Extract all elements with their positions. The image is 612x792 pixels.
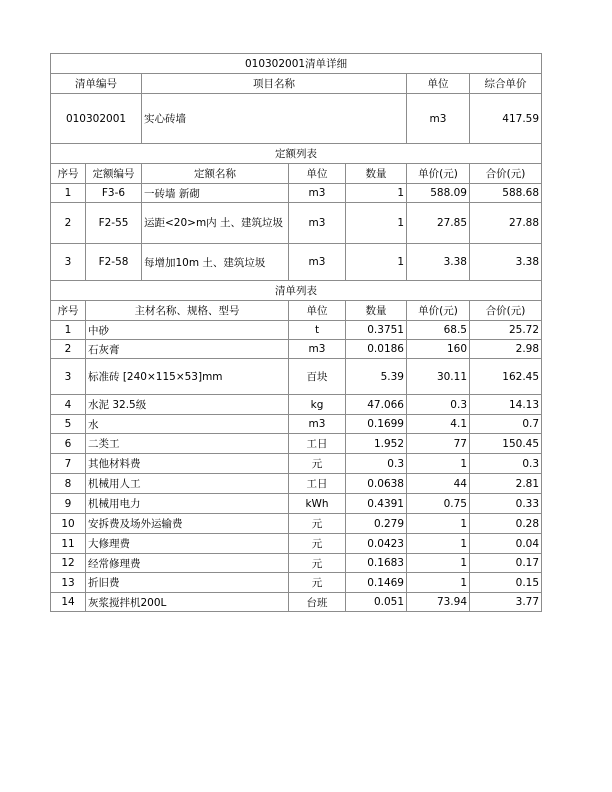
material-name: 机械用人工 [86, 474, 289, 494]
quota-col-total: 合价(元) [470, 164, 542, 184]
material-name: 标准砖 [240×115×53]mm [86, 359, 289, 395]
material-qty: 0.4391 [346, 494, 407, 514]
quota-col-unit: 单位 [289, 164, 346, 184]
material-no: 12 [51, 554, 86, 573]
material-price: 68.5 [407, 321, 470, 340]
material-total: 0.15 [470, 573, 542, 593]
item-price: 417.59 [470, 94, 542, 144]
material-qty: 0.1683 [346, 554, 407, 573]
material-total: 14.13 [470, 395, 542, 415]
material-name: 二类工 [86, 434, 289, 454]
quota-col-code: 定额编号 [86, 164, 142, 184]
material-unit: 元 [289, 554, 346, 573]
quota-code: F2-55 [86, 203, 142, 244]
material-row [51, 395, 542, 415]
material-total: 0.28 [470, 514, 542, 534]
material-total: 0.7 [470, 415, 542, 434]
material-qty: 0.279 [346, 514, 407, 534]
quota-row [51, 184, 542, 203]
materials-col-price: 单价(元) [407, 301, 470, 321]
material-unit: 工日 [289, 474, 346, 494]
material-unit: 元 [289, 534, 346, 554]
material-qty: 0.1699 [346, 415, 407, 434]
material-row [51, 454, 542, 474]
material-unit: 台班 [289, 593, 346, 612]
material-name: 水泥 32.5级 [86, 395, 289, 415]
quota-total: 27.88 [470, 203, 542, 244]
material-row [51, 359, 542, 395]
quota-name: 每增加10m 土、建筑垃圾 [142, 244, 289, 281]
material-no: 3 [51, 359, 86, 395]
col-header-price: 综合单价 [470, 74, 542, 94]
item-unit: m3 [407, 94, 470, 144]
material-unit: 百块 [289, 359, 346, 395]
material-row [51, 321, 542, 340]
material-total: 0.3 [470, 454, 542, 474]
material-name: 灰浆搅拌机200L [86, 593, 289, 612]
quota-name: 一砖墙 新砌 [142, 184, 289, 203]
material-qty: 0.051 [346, 593, 407, 612]
item-name: 实心砖墙 [142, 94, 407, 144]
quota-unit: m3 [289, 244, 346, 281]
material-name: 其他材料费 [86, 454, 289, 474]
materials-col-total: 合价(元) [470, 301, 542, 321]
material-qty: 0.1469 [346, 573, 407, 593]
material-price: 1 [407, 534, 470, 554]
material-row [51, 573, 542, 593]
material-price: 1 [407, 514, 470, 534]
quota-unit: m3 [289, 203, 346, 244]
col-header-name: 项目名称 [142, 74, 407, 94]
material-no: 9 [51, 494, 86, 514]
material-no: 4 [51, 395, 86, 415]
col-header-unit: 单位 [407, 74, 470, 94]
material-price: 0.3 [407, 395, 470, 415]
material-unit: 元 [289, 573, 346, 593]
quota-price: 588.09 [407, 184, 470, 203]
material-unit: m3 [289, 340, 346, 359]
quota-total: 588.68 [470, 184, 542, 203]
material-total: 0.17 [470, 554, 542, 573]
material-unit: t [289, 321, 346, 340]
material-row [51, 534, 542, 554]
quota-price: 27.85 [407, 203, 470, 244]
table-title: 010302001清单详细 [51, 54, 542, 74]
material-qty: 1.952 [346, 434, 407, 454]
material-price: 160 [407, 340, 470, 359]
quota-qty: 1 [346, 184, 407, 203]
quota-qty: 1 [346, 244, 407, 281]
quota-row [51, 203, 542, 244]
material-row [51, 434, 542, 454]
material-no: 11 [51, 534, 86, 554]
material-total: 150.45 [470, 434, 542, 454]
material-price: 1 [407, 573, 470, 593]
material-row [51, 494, 542, 514]
quota-no: 1 [51, 184, 86, 203]
material-price: 30.11 [407, 359, 470, 395]
material-unit: 工日 [289, 434, 346, 454]
material-price: 73.94 [407, 593, 470, 612]
quota-qty: 1 [346, 203, 407, 244]
material-qty: 0.3751 [346, 321, 407, 340]
material-total: 2.98 [470, 340, 542, 359]
material-unit: kWh [289, 494, 346, 514]
detail-table [50, 53, 542, 612]
material-row [51, 514, 542, 534]
material-qty: 0.0423 [346, 534, 407, 554]
material-no: 2 [51, 340, 86, 359]
quota-col-qty: 数量 [346, 164, 407, 184]
material-name: 石灰膏 [86, 340, 289, 359]
material-name: 经常修理费 [86, 554, 289, 573]
material-unit: kg [289, 395, 346, 415]
materials-col-no: 序号 [51, 301, 86, 321]
col-header-code: 清单编号 [51, 74, 142, 94]
quota-col-name: 定额名称 [142, 164, 289, 184]
quota-col-price: 单价(元) [407, 164, 470, 184]
item-code: 010302001 [51, 94, 142, 144]
material-name: 机械用电力 [86, 494, 289, 514]
quota-col-no: 序号 [51, 164, 86, 184]
material-no: 6 [51, 434, 86, 454]
quota-row [51, 244, 542, 281]
material-qty: 0.3 [346, 454, 407, 474]
material-price: 77 [407, 434, 470, 454]
material-name: 大修理费 [86, 534, 289, 554]
material-unit: 元 [289, 514, 346, 534]
material-row [51, 340, 542, 359]
material-qty: 0.0186 [346, 340, 407, 359]
material-no: 14 [51, 593, 86, 612]
material-no: 8 [51, 474, 86, 494]
material-qty: 5.39 [346, 359, 407, 395]
materials-col-unit: 单位 [289, 301, 346, 321]
material-price: 4.1 [407, 415, 470, 434]
material-unit: m3 [289, 415, 346, 434]
material-no: 10 [51, 514, 86, 534]
material-no: 13 [51, 573, 86, 593]
material-total: 162.45 [470, 359, 542, 395]
material-price: 44 [407, 474, 470, 494]
material-total: 0.33 [470, 494, 542, 514]
material-name: 折旧费 [86, 573, 289, 593]
quota-code: F2-58 [86, 244, 142, 281]
material-price: 1 [407, 554, 470, 573]
material-total: 2.81 [470, 474, 542, 494]
material-name: 安拆费及场外运输费 [86, 514, 289, 534]
quota-total: 3.38 [470, 244, 542, 281]
materials-section-title: 清单列表 [51, 281, 542, 301]
material-qty: 0.0638 [346, 474, 407, 494]
material-row [51, 415, 542, 434]
material-row [51, 593, 542, 612]
materials-col-qty: 数量 [346, 301, 407, 321]
quota-price: 3.38 [407, 244, 470, 281]
materials-col-name: 主材名称、规格、型号 [86, 301, 289, 321]
quota-code: F3-6 [86, 184, 142, 203]
material-no: 5 [51, 415, 86, 434]
material-total: 0.04 [470, 534, 542, 554]
material-total: 3.77 [470, 593, 542, 612]
material-price: 1 [407, 454, 470, 474]
material-total: 25.72 [470, 321, 542, 340]
material-price: 0.75 [407, 494, 470, 514]
material-name: 水 [86, 415, 289, 434]
material-name: 中砂 [86, 321, 289, 340]
material-qty: 47.066 [346, 395, 407, 415]
quota-name: 运距<20>m内 土、建筑垃圾 [142, 203, 289, 244]
material-row [51, 474, 542, 494]
material-no: 1 [51, 321, 86, 340]
material-row [51, 554, 542, 573]
material-unit: 元 [289, 454, 346, 474]
quota-no: 3 [51, 244, 86, 281]
material-no: 7 [51, 454, 86, 474]
quota-unit: m3 [289, 184, 346, 203]
quota-no: 2 [51, 203, 86, 244]
quota-section-title: 定额列表 [51, 144, 542, 164]
